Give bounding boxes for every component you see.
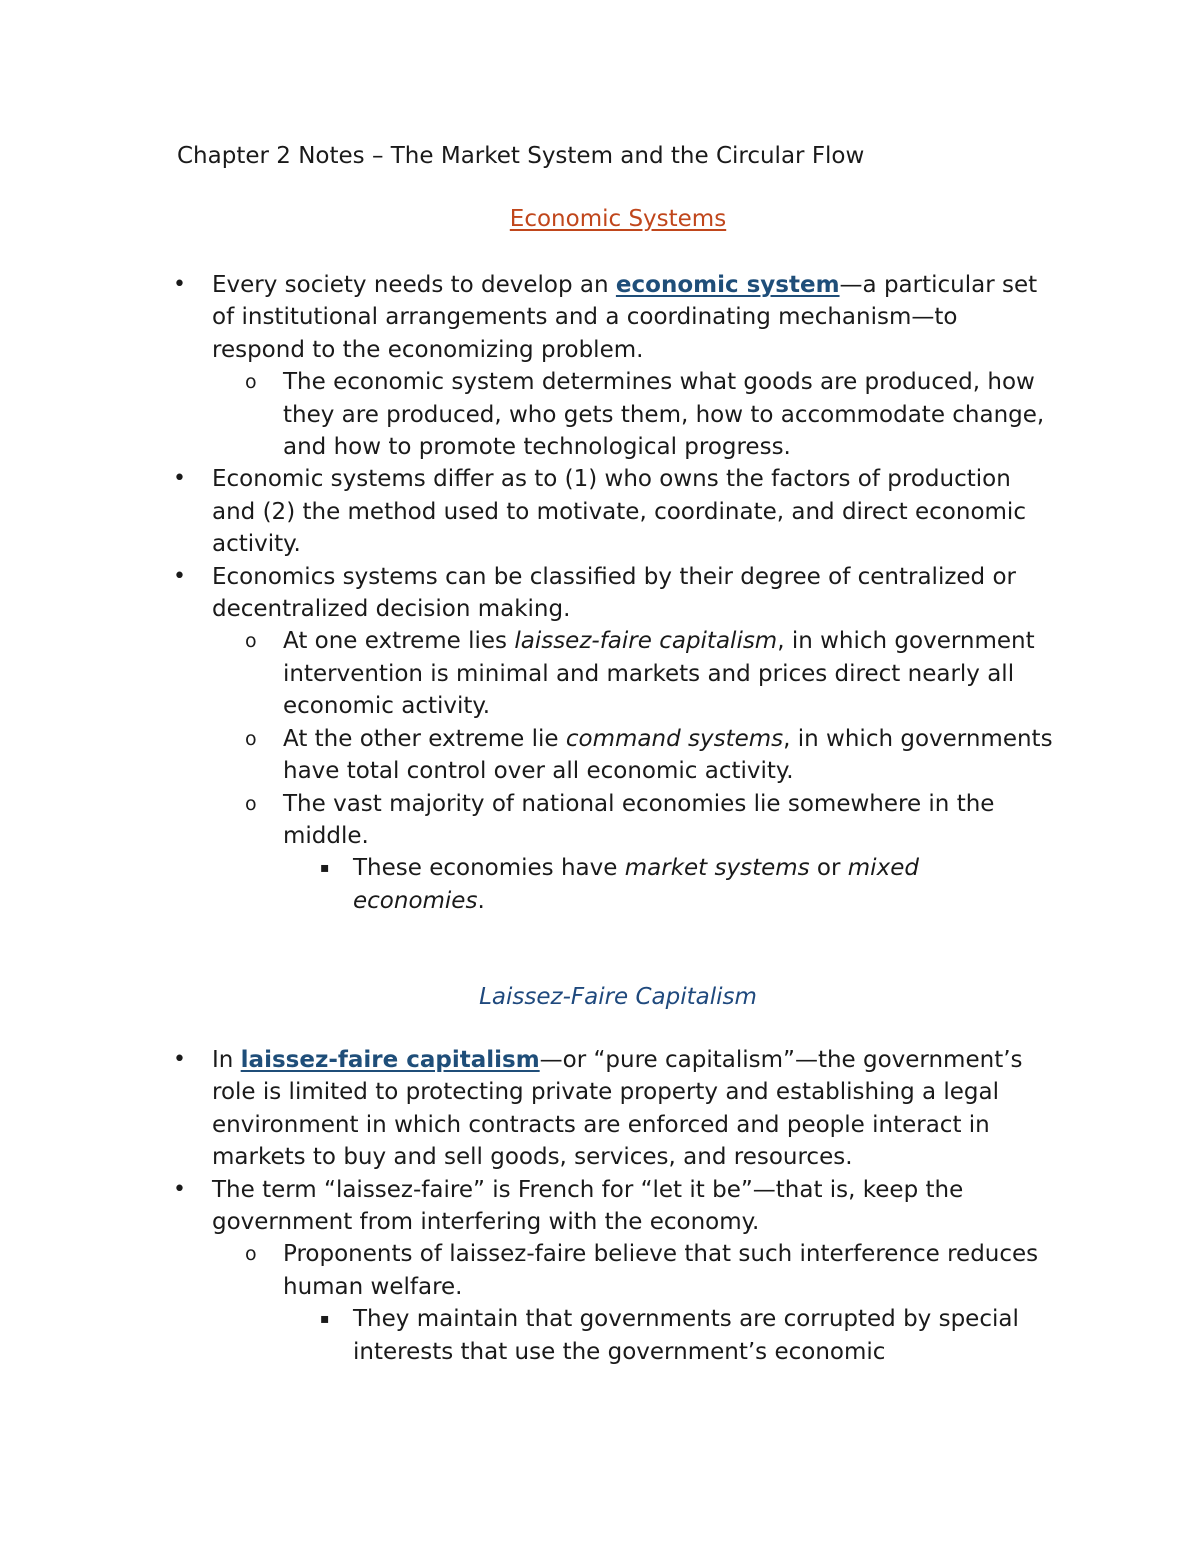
item-text: Economics systems can be classified by their degree of centralized or decentralized decision making. <box>212 563 1017 623</box>
term-link-laissez-faire-capitalism[interactable]: laissez-faire capitalism <box>240 1047 540 1073</box>
term-link-economic-system[interactable]: economic system <box>615 272 840 298</box>
section-heading-economic-systems: Economic Systems <box>509 206 727 232</box>
sub-bullet-marker: o <box>245 727 257 750</box>
sub-bullet-marker: o <box>245 1243 257 1266</box>
item-text: In <box>212 1047 241 1073</box>
list-item <box>245 625 1073 722</box>
emphasis-text: laissez-faire capitalism <box>514 628 778 655</box>
item-text: , in which government intervention is minimal and markets and prices direct nearly all economic activity. <box>283 628 1035 720</box>
laissez-faire-list <box>0 1044 1200 1368</box>
list-item <box>173 561 1042 626</box>
document-title: Chapter 2 Notes – The Market System and the Circular Flow <box>177 143 865 169</box>
emphasis-text: command systems <box>565 725 784 752</box>
bullet-marker: • <box>173 466 186 492</box>
list-item <box>245 366 1073 463</box>
list-item <box>173 463 1042 560</box>
item-text: At the other extreme lie <box>283 725 566 752</box>
item-text: They maintain that governments are corrupted by special interests that use the government’s economic <box>353 1306 1019 1365</box>
list-item <box>173 269 1042 366</box>
sub-bullet-marker: o <box>245 630 257 653</box>
list-item <box>320 852 1043 917</box>
bullet-marker: • <box>173 1176 186 1202</box>
item-text: Every society needs to develop an <box>212 272 616 298</box>
list-item <box>245 788 1073 853</box>
bullet-marker: • <box>173 563 186 589</box>
item-text: The economic system determines what goods are produced, how they are produced, who gets them, how to accommodate change, and how to promote technological progress. <box>283 369 1045 461</box>
item-text: . <box>477 887 485 914</box>
square-bullet-marker: ▪ <box>320 860 330 877</box>
item-text: The term “laissez-faire” is French for “let it be”—that is, keep the government from interfering with the economy. <box>212 1176 964 1236</box>
sub-bullet-marker: o <box>245 371 257 394</box>
item-text: At one extreme lies <box>283 628 515 655</box>
economic-systems-list <box>0 269 1200 917</box>
list-item <box>245 1238 1073 1303</box>
sub-bullet-marker: o <box>245 792 257 815</box>
section-heading-laissez-faire: Laissez-Faire Capitalism <box>479 984 757 1010</box>
item-text: —a particular set of institutional arrangements and a coordinating mechanism—to respond to the economizing problem. <box>212 272 1038 363</box>
bullet-marker: • <box>173 272 186 297</box>
item-text: or <box>809 855 848 882</box>
list-item <box>320 1303 1043 1368</box>
emphasis-text: market systems <box>624 855 810 882</box>
list-item <box>173 1174 1042 1239</box>
item-text: Economic systems differ as to (1) who owns the factors of production and (2) the method used to motivate, coordinate, and direct economic activity. <box>212 466 1026 558</box>
item-text: These economies have <box>353 855 625 882</box>
list-item <box>245 723 1073 788</box>
square-bullet-marker: ▪ <box>320 1311 330 1328</box>
list-item <box>173 1044 1042 1174</box>
item-text: , in which governments have total control over all economic activity. <box>283 725 1053 785</box>
emphasis-text: mixed economies <box>353 855 919 914</box>
item-text: The vast majority of national economies lie somewhere in the middle. <box>283 790 995 849</box>
item-text: —or “pure capitalism”—the government’s role is limited to protecting private property and establishing a legal environment in which contracts are enforced and people interact in markets to buy and sell goods, services, and resources. <box>212 1047 1023 1171</box>
bullet-marker: • <box>173 1047 186 1072</box>
item-text: Proponents of laissez-faire believe that such interference reduces human welfare. <box>283 1241 1039 1300</box>
